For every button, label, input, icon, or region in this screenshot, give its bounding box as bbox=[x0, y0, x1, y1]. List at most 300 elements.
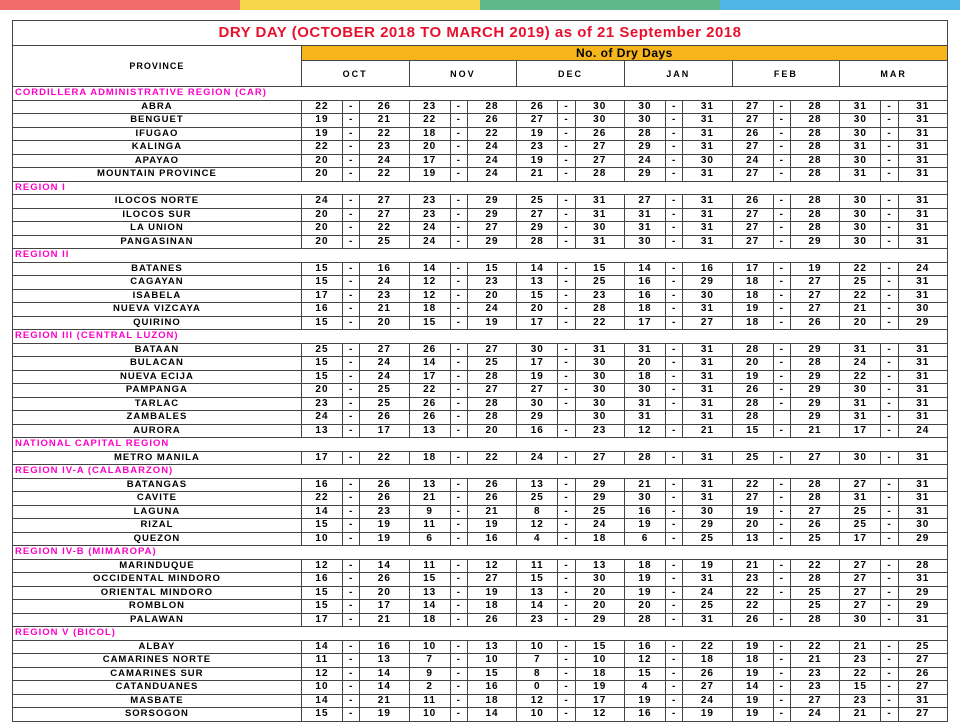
region-blank-cell bbox=[575, 546, 624, 560]
dry-days-end: 30 bbox=[898, 519, 947, 533]
dry-days-start: 17 bbox=[732, 262, 773, 276]
dry-days-end: 30 bbox=[575, 222, 624, 236]
dry-days-start: 26 bbox=[409, 343, 450, 357]
dry-days-end: 31 bbox=[575, 343, 624, 357]
province-name: ALBAY bbox=[13, 640, 302, 654]
region-blank-cell bbox=[575, 438, 624, 452]
dry-days-end: 29 bbox=[575, 478, 624, 492]
region-blank-cell bbox=[467, 330, 516, 344]
dry-days-end: 28 bbox=[790, 613, 839, 627]
region-blank-cell bbox=[881, 627, 898, 641]
region-blank-cell bbox=[409, 249, 450, 263]
dry-days-end: 22 bbox=[467, 127, 516, 141]
dry-days-end: 16 bbox=[683, 262, 732, 276]
range-dash: - bbox=[773, 114, 790, 128]
dry-days-start: 22 bbox=[409, 114, 450, 128]
dry-days-start: 31 bbox=[840, 141, 881, 155]
dry-days-start: 19 bbox=[517, 127, 558, 141]
range-dash: - bbox=[881, 262, 898, 276]
region-blank-cell bbox=[898, 181, 947, 195]
dry-days-end: 27 bbox=[790, 276, 839, 290]
region-blank-cell bbox=[683, 330, 732, 344]
province-name: NUEVA VIZCAYA bbox=[13, 303, 302, 317]
dry-days-start: 22 bbox=[840, 262, 881, 276]
dry-days-end: 31 bbox=[898, 411, 947, 425]
dry-days-start: 15 bbox=[517, 573, 558, 587]
dry-days-start: 27 bbox=[732, 114, 773, 128]
table-row bbox=[13, 519, 948, 533]
dry-days-end: 27 bbox=[467, 384, 516, 398]
dry-days-start: 14 bbox=[301, 694, 342, 708]
range-dash: - bbox=[450, 505, 467, 519]
dry-days-start: 14 bbox=[409, 357, 450, 371]
dry-days-start: 12 bbox=[624, 424, 665, 438]
region-blank-cell bbox=[558, 87, 575, 101]
region-blank-cell bbox=[790, 546, 839, 560]
dry-days-end: 19 bbox=[467, 519, 516, 533]
region-blank-cell bbox=[301, 546, 342, 560]
range-dash: - bbox=[881, 613, 898, 627]
dry-days-end: 13 bbox=[575, 559, 624, 573]
province-name: BATANES bbox=[13, 262, 302, 276]
dry-days-end: 20 bbox=[360, 586, 409, 600]
dry-days-end: 26 bbox=[790, 316, 839, 330]
dry-days-end: 24 bbox=[575, 519, 624, 533]
dry-days-start: 16 bbox=[624, 640, 665, 654]
dry-days-end: 23 bbox=[575, 424, 624, 438]
dry-days-start: 28 bbox=[517, 235, 558, 249]
dry-days-start: 30 bbox=[840, 127, 881, 141]
dry-days-start: 15 bbox=[732, 424, 773, 438]
dry-days-end: 28 bbox=[575, 303, 624, 317]
range-dash bbox=[773, 600, 790, 614]
dry-days-end: 26 bbox=[790, 519, 839, 533]
dry-days-end: 27 bbox=[467, 343, 516, 357]
dry-days-end: 12 bbox=[575, 708, 624, 722]
region-blank-cell bbox=[558, 465, 575, 479]
dry-days-end: 27 bbox=[790, 694, 839, 708]
dry-days-start: 22 bbox=[840, 370, 881, 384]
dry-days-table bbox=[12, 20, 948, 722]
dry-days-end: 30 bbox=[575, 384, 624, 398]
range-dash: - bbox=[450, 397, 467, 411]
range-dash: - bbox=[881, 654, 898, 668]
province-name: METRO MANILA bbox=[13, 451, 302, 465]
dry-days-start: 20 bbox=[840, 316, 881, 330]
province-name: QUEZON bbox=[13, 532, 302, 546]
dry-days-start: 22 bbox=[301, 100, 342, 114]
dry-days-start: 12 bbox=[624, 654, 665, 668]
table-row bbox=[13, 559, 948, 573]
dry-days-start: 11 bbox=[409, 559, 450, 573]
dry-days-end: 27 bbox=[575, 154, 624, 168]
dry-days-end: 24 bbox=[467, 154, 516, 168]
dry-days-start: 30 bbox=[840, 208, 881, 222]
dry-days-end: 20 bbox=[360, 316, 409, 330]
region-row bbox=[13, 438, 948, 452]
dry-days-start: 30 bbox=[517, 397, 558, 411]
region-blank-cell bbox=[624, 330, 665, 344]
dry-days-start: 31 bbox=[624, 411, 665, 425]
dry-days-start: 2 bbox=[409, 681, 450, 695]
region-blank-cell bbox=[467, 249, 516, 263]
table-row bbox=[13, 114, 948, 128]
dry-days-end: 29 bbox=[790, 235, 839, 249]
dry-days-start: 20 bbox=[301, 208, 342, 222]
dry-days-end: 30 bbox=[575, 411, 624, 425]
region-blank-cell bbox=[409, 627, 450, 641]
table-row bbox=[13, 141, 948, 155]
province-name: CAVITE bbox=[13, 492, 302, 506]
dry-days-start: 30 bbox=[624, 492, 665, 506]
region-blank-cell bbox=[450, 181, 467, 195]
province-name: SORSOGON bbox=[13, 708, 302, 722]
range-dash: - bbox=[343, 168, 360, 182]
range-dash: - bbox=[881, 370, 898, 384]
range-dash: - bbox=[666, 168, 683, 182]
dry-days-end: 30 bbox=[575, 100, 624, 114]
dry-days-start: 23 bbox=[409, 100, 450, 114]
range-dash: - bbox=[773, 208, 790, 222]
range-dash: - bbox=[450, 519, 467, 533]
dry-days-start: 31 bbox=[624, 222, 665, 236]
dry-days-start: 19 bbox=[517, 154, 558, 168]
region-blank-cell bbox=[575, 330, 624, 344]
dry-days-end: 22 bbox=[360, 451, 409, 465]
range-dash: - bbox=[343, 532, 360, 546]
dry-days-start: 11 bbox=[517, 559, 558, 573]
dry-days-end: 17 bbox=[360, 424, 409, 438]
dry-days-end: 14 bbox=[360, 681, 409, 695]
dry-days-start: 19 bbox=[301, 114, 342, 128]
dry-days-start: 28 bbox=[624, 451, 665, 465]
region-blank-cell bbox=[343, 87, 360, 101]
dry-days-end: 28 bbox=[790, 100, 839, 114]
no-dry-days-header: No. of Dry Days bbox=[301, 46, 947, 61]
dry-days-end: 31 bbox=[683, 222, 732, 236]
range-dash: - bbox=[558, 424, 575, 438]
dry-days-end: 28 bbox=[790, 141, 839, 155]
range-dash: - bbox=[558, 519, 575, 533]
range-dash: - bbox=[666, 235, 683, 249]
province-name: ORIENTAL MINDORO bbox=[13, 586, 302, 600]
table-row bbox=[13, 370, 948, 384]
range-dash: - bbox=[881, 532, 898, 546]
dry-days-end: 28 bbox=[790, 208, 839, 222]
dry-days-end: 25 bbox=[575, 505, 624, 519]
region-blank-cell bbox=[467, 546, 516, 560]
range-dash: - bbox=[666, 316, 683, 330]
region-row bbox=[13, 627, 948, 641]
dry-days-start: 18 bbox=[409, 451, 450, 465]
range-dash: - bbox=[558, 451, 575, 465]
dry-days-end: 20 bbox=[467, 424, 516, 438]
range-dash: - bbox=[450, 559, 467, 573]
dry-days-start: 19 bbox=[624, 694, 665, 708]
dry-days-start: 18 bbox=[624, 303, 665, 317]
dry-days-start: 10 bbox=[517, 640, 558, 654]
range-dash: - bbox=[773, 303, 790, 317]
region-name: CORDILLERA ADMINISTRATIVE REGION (CAR) bbox=[13, 87, 302, 101]
dry-days-start: 21 bbox=[840, 640, 881, 654]
region-row bbox=[13, 465, 948, 479]
dry-days-end: 31 bbox=[898, 127, 947, 141]
dry-days-end: 21 bbox=[360, 114, 409, 128]
region-blank-cell bbox=[881, 330, 898, 344]
table-row bbox=[13, 411, 948, 425]
dry-days-start: 17 bbox=[624, 316, 665, 330]
dry-days-end: 28 bbox=[467, 397, 516, 411]
range-dash: - bbox=[666, 114, 683, 128]
region-blank-cell bbox=[790, 181, 839, 195]
dry-days-start: 27 bbox=[732, 235, 773, 249]
dry-days-start: 20 bbox=[301, 222, 342, 236]
dry-days-end: 28 bbox=[790, 478, 839, 492]
range-dash: - bbox=[666, 613, 683, 627]
range-dash: - bbox=[666, 492, 683, 506]
range-dash: - bbox=[666, 654, 683, 668]
dry-days-end: 15 bbox=[467, 667, 516, 681]
dry-days-start: 6 bbox=[624, 532, 665, 546]
range-dash: - bbox=[343, 343, 360, 357]
dry-days-end: 29 bbox=[575, 613, 624, 627]
dry-days-start: 30 bbox=[517, 343, 558, 357]
range-dash: - bbox=[881, 357, 898, 371]
dry-days-start: 25 bbox=[732, 451, 773, 465]
dry-days-end: 31 bbox=[898, 505, 947, 519]
dry-days-end: 31 bbox=[898, 154, 947, 168]
range-dash: - bbox=[450, 694, 467, 708]
region-blank-cell bbox=[558, 181, 575, 195]
range-dash: - bbox=[343, 573, 360, 587]
region-name: REGION IV-A (CALABARZON) bbox=[13, 465, 302, 479]
dry-days-end: 27 bbox=[898, 708, 947, 722]
dry-days-start: 25 bbox=[840, 505, 881, 519]
dry-days-end: 27 bbox=[575, 141, 624, 155]
range-dash: - bbox=[881, 100, 898, 114]
dry-days-end: 21 bbox=[467, 505, 516, 519]
region-row bbox=[13, 330, 948, 344]
range-dash: - bbox=[558, 114, 575, 128]
dry-days-end: 31 bbox=[898, 289, 947, 303]
dry-days-end: 29 bbox=[467, 235, 516, 249]
range-dash: - bbox=[343, 681, 360, 695]
dry-days-end: 14 bbox=[360, 667, 409, 681]
dry-days-end: 31 bbox=[575, 208, 624, 222]
range-dash: - bbox=[666, 667, 683, 681]
dry-days-start: 15 bbox=[301, 316, 342, 330]
dry-days-end: 27 bbox=[683, 316, 732, 330]
range-dash: - bbox=[773, 370, 790, 384]
dry-days-start: 27 bbox=[732, 100, 773, 114]
month-header-nov: NOV bbox=[409, 61, 517, 87]
dry-days-end: 28 bbox=[790, 195, 839, 209]
region-blank-cell bbox=[360, 627, 409, 641]
dry-days-start: 26 bbox=[409, 411, 450, 425]
dry-days-end: 30 bbox=[575, 114, 624, 128]
range-dash: - bbox=[881, 519, 898, 533]
region-blank-cell bbox=[624, 181, 665, 195]
range-dash: - bbox=[881, 235, 898, 249]
range-dash: - bbox=[450, 667, 467, 681]
table-row bbox=[13, 262, 948, 276]
range-dash: - bbox=[450, 343, 467, 357]
dry-days-end: 28 bbox=[790, 492, 839, 506]
province-name: IFUGAO bbox=[13, 127, 302, 141]
dry-days-end: 31 bbox=[683, 303, 732, 317]
dry-days-end: 27 bbox=[683, 681, 732, 695]
dry-days-end: 17 bbox=[575, 694, 624, 708]
dry-days-start: 10 bbox=[409, 640, 450, 654]
range-dash: - bbox=[773, 532, 790, 546]
range-dash: - bbox=[558, 195, 575, 209]
dry-days-end: 30 bbox=[898, 303, 947, 317]
range-dash: - bbox=[450, 586, 467, 600]
range-dash: - bbox=[773, 708, 790, 722]
range-dash: - bbox=[343, 384, 360, 398]
dry-days-end: 31 bbox=[575, 235, 624, 249]
region-name: REGION IV-B (MIMAROPA) bbox=[13, 546, 302, 560]
range-dash: - bbox=[558, 478, 575, 492]
table-row bbox=[13, 654, 948, 668]
dry-days-start: 23 bbox=[409, 208, 450, 222]
dry-days-end: 31 bbox=[683, 613, 732, 627]
dry-days-end: 31 bbox=[898, 141, 947, 155]
dry-days-start: 18 bbox=[732, 316, 773, 330]
dry-days-start: 27 bbox=[840, 600, 881, 614]
region-row bbox=[13, 87, 948, 101]
dry-days-start: 18 bbox=[732, 654, 773, 668]
province-name: ABRA bbox=[13, 100, 302, 114]
range-dash: - bbox=[881, 141, 898, 155]
region-blank-cell bbox=[624, 438, 665, 452]
region-blank-cell bbox=[773, 87, 790, 101]
dry-days-end: 23 bbox=[360, 141, 409, 155]
dry-days-end: 22 bbox=[360, 127, 409, 141]
dry-days-end: 26 bbox=[898, 667, 947, 681]
range-dash: - bbox=[343, 235, 360, 249]
dry-days-start: 13 bbox=[517, 478, 558, 492]
dry-days-start: 12 bbox=[301, 559, 342, 573]
dry-days-start: 30 bbox=[840, 195, 881, 209]
range-dash: - bbox=[773, 397, 790, 411]
range-dash: - bbox=[773, 492, 790, 506]
range-dash: - bbox=[881, 114, 898, 128]
dry-days-start: 16 bbox=[624, 505, 665, 519]
dry-days-end: 30 bbox=[683, 289, 732, 303]
dry-days-start: 10 bbox=[409, 708, 450, 722]
range-dash: - bbox=[558, 316, 575, 330]
dry-days-start: 28 bbox=[732, 397, 773, 411]
region-blank-cell bbox=[773, 438, 790, 452]
range-dash: - bbox=[558, 100, 575, 114]
region-blank-cell bbox=[409, 438, 450, 452]
dry-days-start: 13 bbox=[517, 276, 558, 290]
range-dash: - bbox=[773, 519, 790, 533]
region-blank-cell bbox=[624, 87, 665, 101]
dry-days-start: 25 bbox=[517, 195, 558, 209]
dry-days-start: 28 bbox=[624, 127, 665, 141]
range-dash: - bbox=[666, 694, 683, 708]
range-dash: - bbox=[881, 708, 898, 722]
dry-days-start: 22 bbox=[840, 289, 881, 303]
region-blank-cell bbox=[881, 546, 898, 560]
dry-days-end: 19 bbox=[575, 681, 624, 695]
dry-days-end: 19 bbox=[360, 532, 409, 546]
range-dash: - bbox=[881, 154, 898, 168]
dry-days-end: 31 bbox=[898, 114, 947, 128]
dry-days-start: 24 bbox=[624, 154, 665, 168]
table-row bbox=[13, 208, 948, 222]
range-dash: - bbox=[773, 559, 790, 573]
region-blank-cell bbox=[558, 330, 575, 344]
range-dash: - bbox=[558, 613, 575, 627]
dry-days-start: 13 bbox=[301, 424, 342, 438]
dry-days-start: 26 bbox=[517, 100, 558, 114]
dry-days-start: 15 bbox=[409, 573, 450, 587]
dry-days-start: 25 bbox=[840, 519, 881, 533]
table-row bbox=[13, 154, 948, 168]
range-dash: - bbox=[343, 357, 360, 371]
dry-days-start: 17 bbox=[301, 289, 342, 303]
region-blank-cell bbox=[467, 438, 516, 452]
range-dash: - bbox=[450, 276, 467, 290]
range-dash: - bbox=[450, 100, 467, 114]
dry-days-start: 15 bbox=[301, 586, 342, 600]
range-dash: - bbox=[773, 613, 790, 627]
table-row bbox=[13, 384, 948, 398]
month-header-dec: DEC bbox=[517, 61, 625, 87]
region-blank-cell bbox=[732, 249, 773, 263]
dry-days-end: 27 bbox=[360, 208, 409, 222]
range-dash: - bbox=[450, 222, 467, 236]
dry-days-start: 19 bbox=[301, 127, 342, 141]
range-dash: - bbox=[558, 262, 575, 276]
dry-days-end: 28 bbox=[575, 168, 624, 182]
dry-days-end: 27 bbox=[898, 681, 947, 695]
range-dash: - bbox=[450, 262, 467, 276]
region-blank-cell bbox=[840, 465, 881, 479]
province-name: TARLAC bbox=[13, 397, 302, 411]
dry-days-start: 12 bbox=[517, 694, 558, 708]
range-dash: - bbox=[558, 505, 575, 519]
dry-days-end: 26 bbox=[683, 667, 732, 681]
range-dash bbox=[666, 411, 683, 425]
range-dash: - bbox=[450, 654, 467, 668]
dry-days-start: 30 bbox=[840, 613, 881, 627]
range-dash: - bbox=[881, 667, 898, 681]
dry-days-start: 30 bbox=[624, 114, 665, 128]
region-blank-cell bbox=[558, 438, 575, 452]
dry-days-start: 14 bbox=[409, 600, 450, 614]
region-blank-cell bbox=[343, 249, 360, 263]
dry-days-start: 22 bbox=[409, 384, 450, 398]
dry-days-start: 16 bbox=[624, 708, 665, 722]
range-dash: - bbox=[666, 276, 683, 290]
dry-days-end: 31 bbox=[898, 397, 947, 411]
region-blank-cell bbox=[840, 438, 881, 452]
range-dash: - bbox=[881, 303, 898, 317]
dry-days-end: 30 bbox=[575, 573, 624, 587]
region-blank-cell bbox=[898, 330, 947, 344]
range-dash: - bbox=[773, 222, 790, 236]
region-blank-cell bbox=[881, 249, 898, 263]
dry-days-start: 27 bbox=[732, 141, 773, 155]
range-dash: - bbox=[558, 384, 575, 398]
region-blank-cell bbox=[624, 249, 665, 263]
dry-days-start: 26 bbox=[409, 397, 450, 411]
range-dash: - bbox=[450, 492, 467, 506]
